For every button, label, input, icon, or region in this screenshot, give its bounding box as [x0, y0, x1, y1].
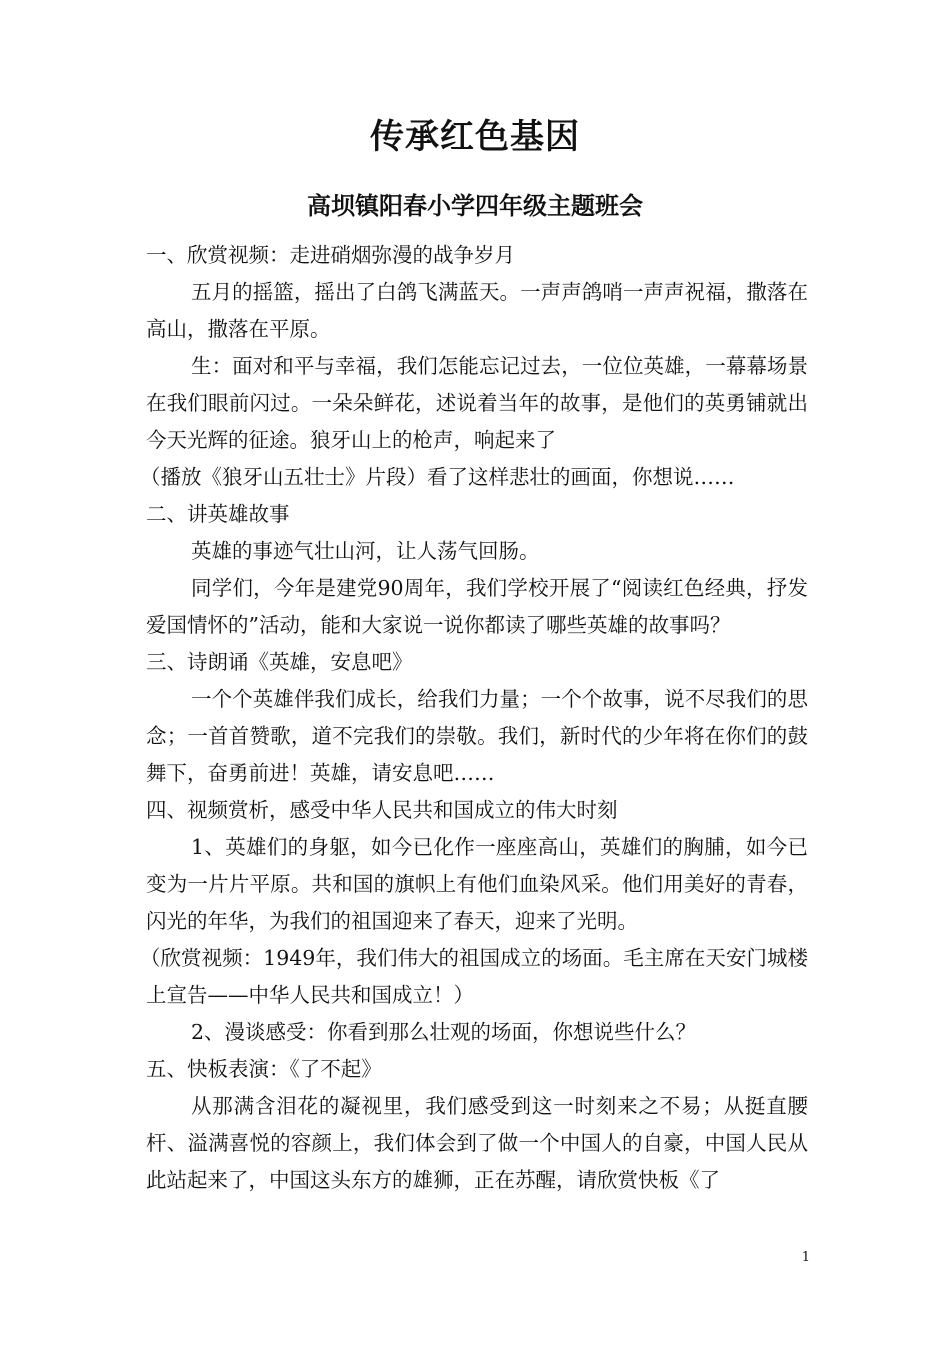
section-heading-3: 三、诗朗诵《英雄，安息吧》 — [146, 650, 413, 674]
page-number: 1 — [801, 1250, 810, 1265]
paragraph: 生：面对和平与幸福，我们怎能忘记过去，一位位英雄，一幕幕场景在我们眼前闪过。一朵朵鲜花，述说着当年的故事，是他们的英勇铺就出今天光辉的征途。狼牙山上的枪声，响起来了 — [146, 354, 808, 452]
document-title: 传承红色基因 — [370, 117, 580, 157]
stage-note: （欣赏视频：1949年，我们伟大的祖国成立的场面。毛主席在天安门城楼上宣告——中华人民共和国成立！） — [140, 946, 808, 1007]
paragraph: 1、英雄们的身躯，如今已化作一座座高山，英雄们的胸脯，如今已变为一片片平原。共和国的旗帜上有他们血染风采。他们用美好的青春，闪光的年华，为我们的祖国迎来了春天，迎来了光明。 — [146, 835, 808, 933]
paragraph: 英雄的事迹气壮山河，让人荡气回肠。 — [191, 539, 540, 563]
section-heading-2: 二、讲英雄故事 — [146, 502, 290, 526]
paragraph: 一个个英雄伴我们成长，给我们力量；一个个故事，说不尽我们的思念；一首首赞歌，道不完我们的崇敬。我们，新时代的少年将在你们的鼓舞下，奋勇前进！英雄，请安息吧…… — [146, 687, 808, 785]
paragraph: 从那满含泪花的凝视里，我们感受到这一时刻来之不易；从挺直腰杆、溢满喜悦的容颜上，我们体会到了做一个中国人的自豪，中国人民从此站起来了，中国这头东方的雄狮，正在苏醒，请欣赏快板《了 — [146, 1094, 808, 1192]
section-heading-1: 一、欣赏视频：走进硝烟弥漫的战争岁月 — [146, 243, 515, 267]
section-heading-4: 四、视频赏析，感受中华人民共和国成立的伟大时刻 — [146, 798, 618, 822]
paragraph: 同学们，今年是建党90周年，我们学校开展了“阅读红色经典，抒发爱国情怀的”活动，能和大家说一说你都读了哪些英雄的故事吗？ — [146, 576, 808, 637]
document-subtitle: 高坝镇阳春小学四年级主题班会 — [307, 191, 643, 220]
section-heading-5: 五、快板表演：《了不起》 — [146, 1057, 382, 1081]
paragraph: 五月的摇篮，摇出了白鸽飞满蓝天。一声声鸽哨一声声祝福，撒落在高山，撒落在平原。 — [146, 280, 808, 341]
stage-note: （播放《狼牙山五壮士》片段）看了这样悲壮的画面，你想说…… — [140, 465, 735, 489]
document-body — [140, 237, 808, 1199]
paragraph: 2、漫谈感受：你看到那么壮观的场面，你想说些什么？ — [191, 1020, 697, 1044]
